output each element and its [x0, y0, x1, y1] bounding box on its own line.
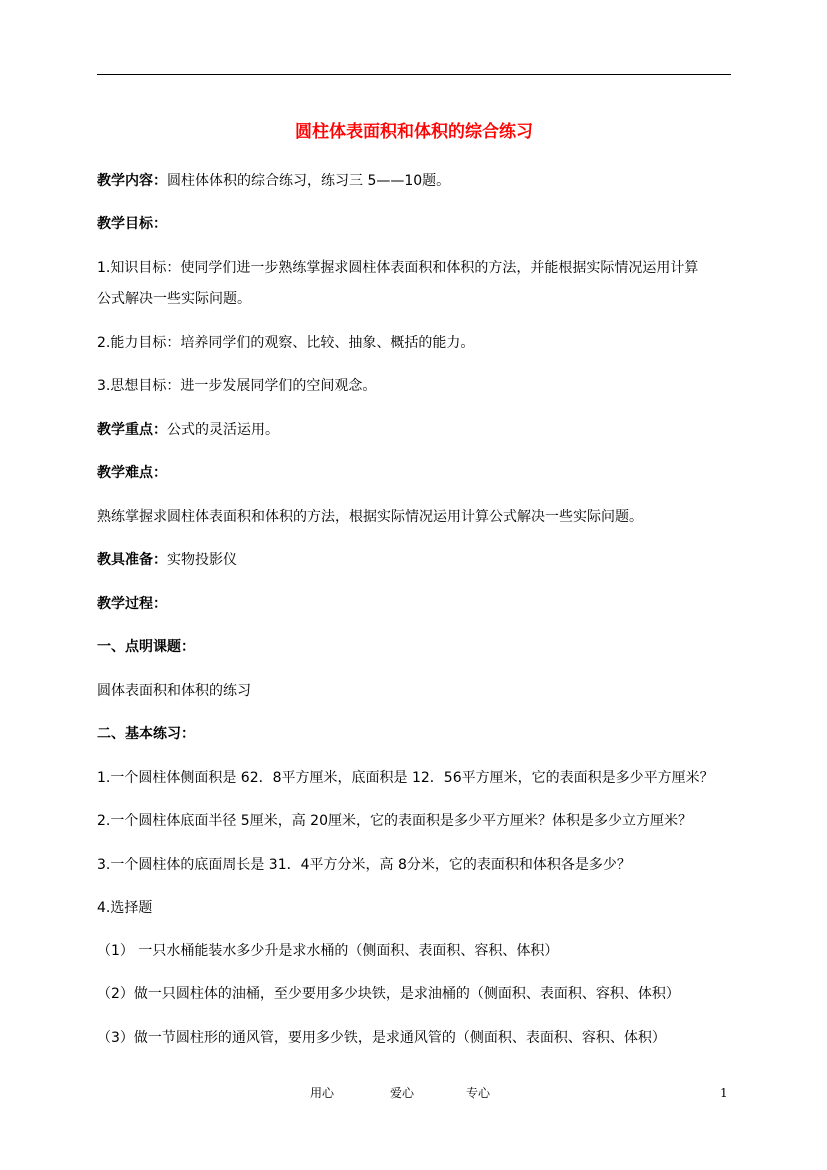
- choice-3: （3）做一节圆柱形的通风管，要用多少铁，是求通风管的（侧面积、表面积、容积、体积）: [97, 1030, 666, 1046]
- exercise-4: 4.选择题: [97, 900, 153, 916]
- choice-1: （1） 一只水桶能装水多少升是求水桶的（侧面积、表面积、容积、体积）: [97, 943, 559, 959]
- document-title: 圆柱体表面积和体积的综合练习: [295, 122, 533, 142]
- exercise-1: 1.一个圆柱体侧面积是 62．8平方厘米，底面积是 12．56平方厘米，它的表面积是多少平方厘米？: [97, 770, 714, 786]
- page-number: 1: [720, 1086, 728, 1100]
- section-1-heading: 一、点明课题：: [97, 639, 195, 655]
- goal-2: 2.能力目标：培养同学们的观察、比较、抽象、概括的能力。: [97, 335, 475, 351]
- footer-item-1: 用心: [310, 1086, 335, 1100]
- header-rule: [97, 74, 731, 75]
- key-point-text: 公式的灵活运用。: [167, 422, 279, 438]
- goal-3: 3.思想目标：进一步发展同学们的空间观念。: [97, 378, 377, 394]
- process-heading: 教学过程：: [97, 596, 167, 612]
- section-2-heading: 二、基本练习：: [97, 726, 195, 742]
- tools-paragraph: [97, 550, 737, 570]
- choice-2: （2）做一只圆柱体的油桶，至少要用多少块铁，是求油桶的（侧面积、表面积、容积、体积）: [97, 986, 680, 1002]
- goal-1-line-2: 公式解决一些实际问题。: [97, 291, 251, 307]
- content-label: 教学内容：: [97, 173, 167, 189]
- footer-item-2: 爱心: [390, 1086, 415, 1100]
- section-1-text: 圆体表面积和体积的练习: [97, 683, 251, 699]
- tools-label: 教具准备：: [97, 552, 167, 568]
- goals-heading: 教学目标：: [97, 216, 167, 232]
- key-point-label: 教学重点：: [97, 422, 167, 438]
- difficulty-heading: 教学难点：: [97, 465, 167, 481]
- difficulty-text: 熟练掌握求圆柱体表面积和体积的方法，根据实际情况运用计算公式解决一些实际问题。: [97, 509, 643, 525]
- goal-1-line-1: 1.知识目标：使同学们进一步熟练掌握求圆柱体表面积和体积的方法，并能根据实际情况运用计算: [97, 260, 699, 276]
- content-paragraph: [97, 171, 737, 191]
- footer-item-3: 专心: [466, 1086, 491, 1100]
- content-text: 圆柱体体积的综合练习，练习三 5——10题。: [167, 173, 451, 189]
- tools-text: 实物投影仪: [167, 552, 237, 568]
- key-point-paragraph: [97, 420, 737, 440]
- exercise-2: 2.一个圆柱体底面半径 5厘米，高 20厘米，它的表面积是多少平方厘米？体积是多少立方厘米？: [97, 813, 692, 829]
- exercise-3: 3.一个圆柱体的底面周长是 31．4平方分米，高 8分米，它的表面积和体积各是多少？: [97, 857, 631, 873]
